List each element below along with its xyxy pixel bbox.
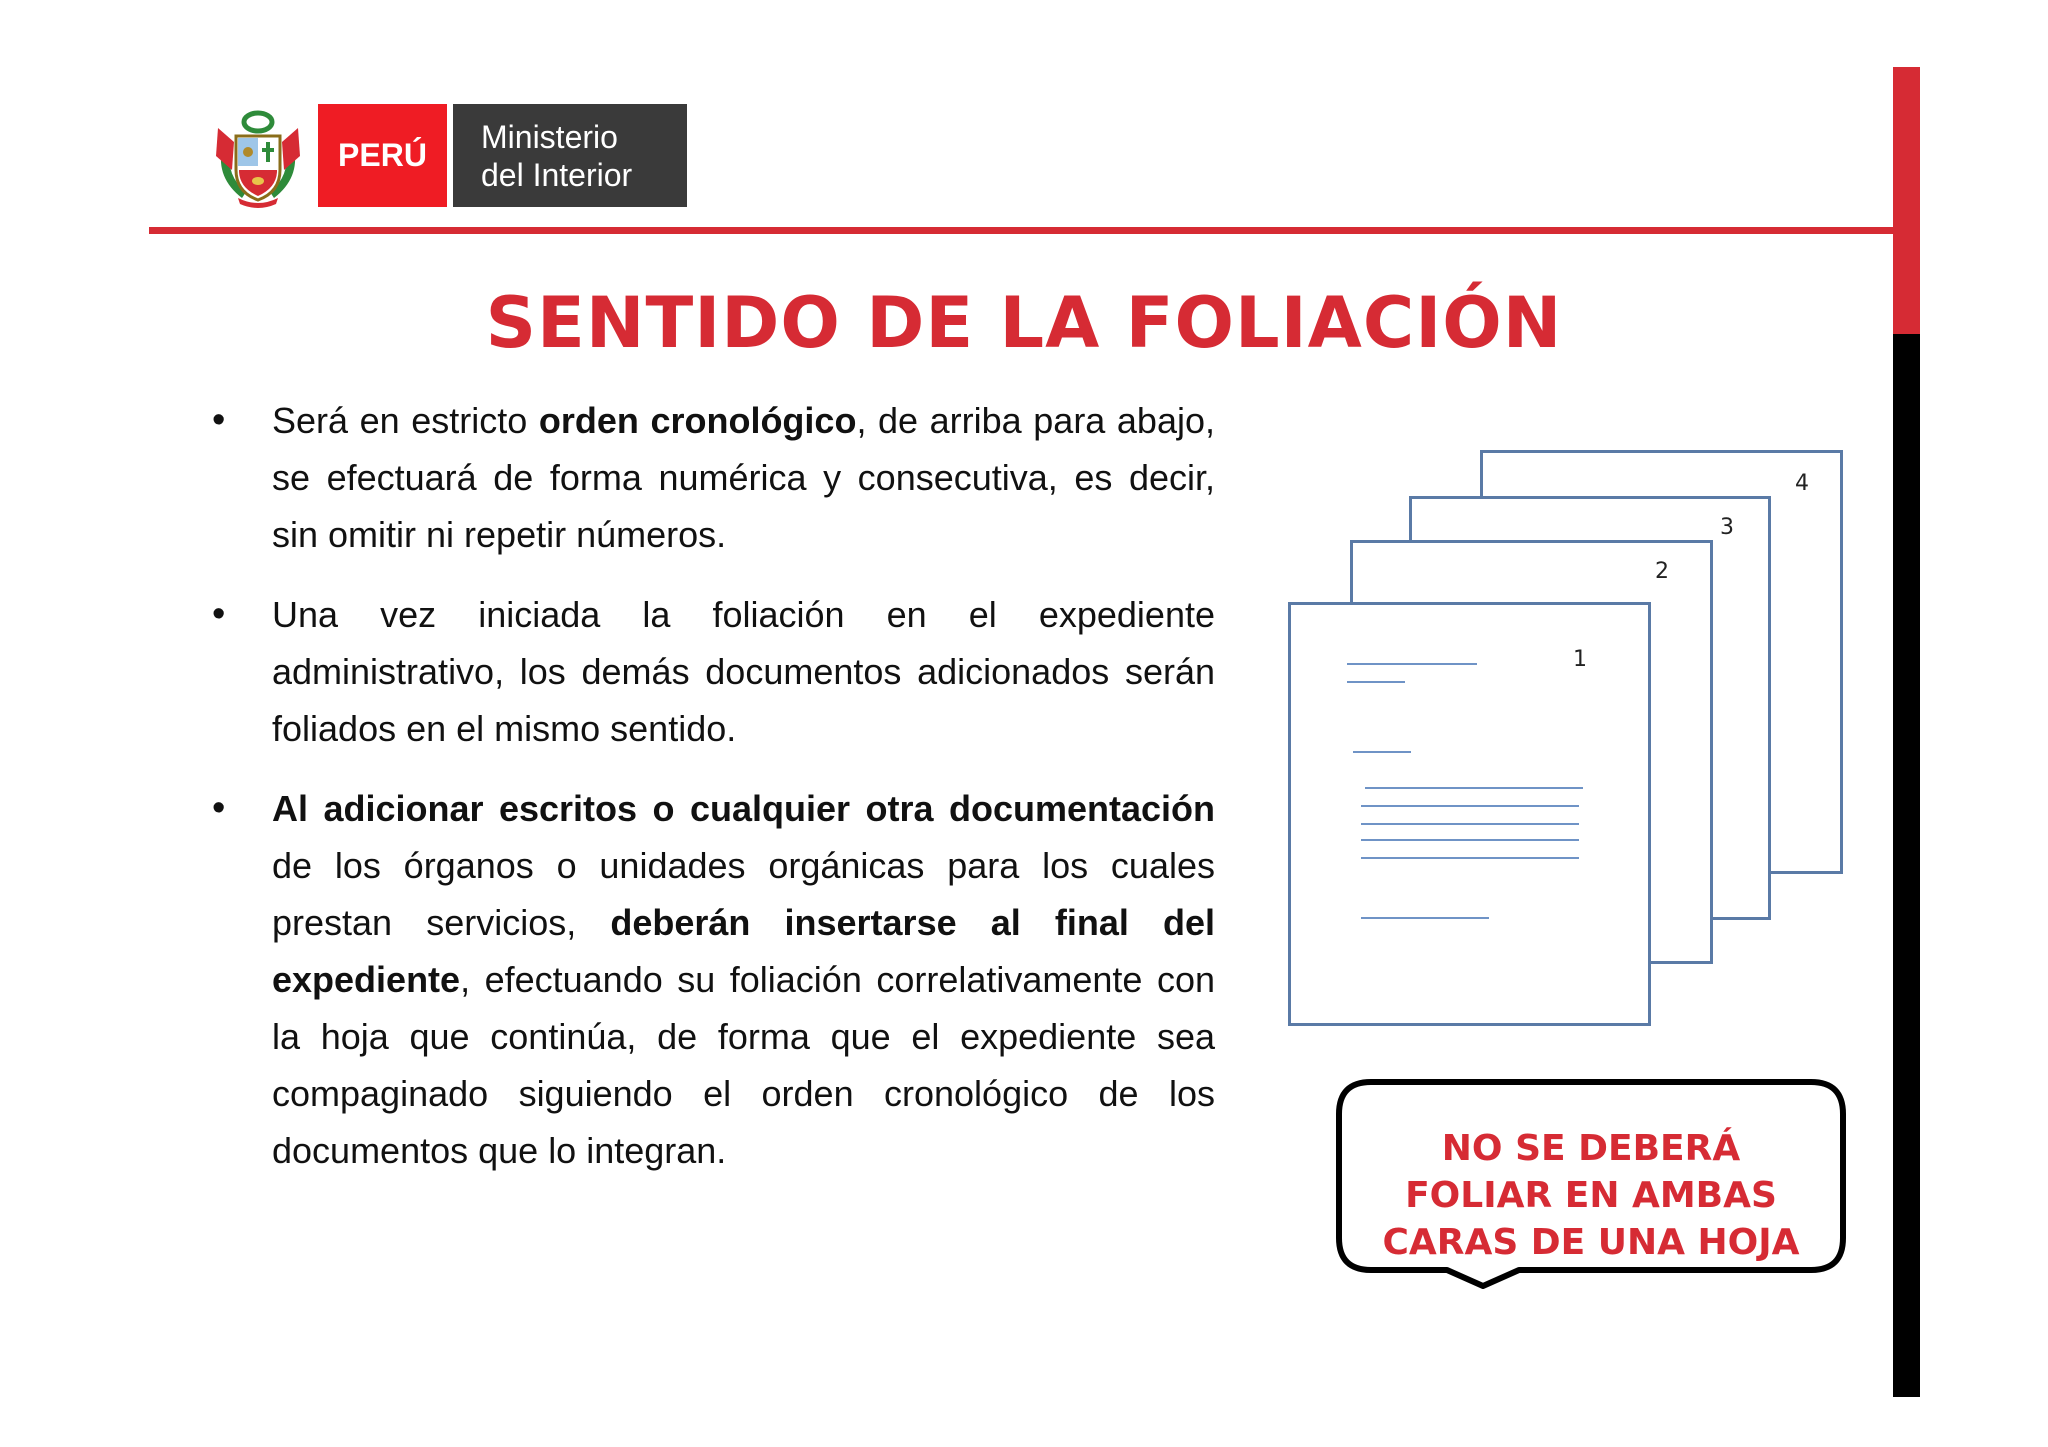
ministry-logo [453,104,687,207]
bullet-text-3 [272,780,1215,1179]
warning-callout-text [1335,1125,1847,1266]
peru-logo [318,104,447,207]
text-run: , efectuando su foliación correlativamente con la hoja que continúa, de forma que el expediente sea compaginado siguiendo el orden cronológico de los documentos que lo integran. [272,959,1215,1171]
text-run: Será en estricto [272,400,539,441]
text-line [1361,805,1579,807]
text-bold: Al adicionar escritos o cualquier otra documentación [272,788,1215,829]
page-number-2: 2 [1655,559,1669,584]
bullet-list [212,392,1215,1202]
side-bar-black [1893,334,1920,1397]
bullet-item-1 [212,392,1215,563]
text-line [1353,751,1411,753]
bullet-text-2 [272,586,1215,757]
text-line [1361,823,1579,825]
bullet-dot: • [212,593,226,635]
bullet-text-1 [272,392,1215,563]
bullet-item-3 [212,780,1215,1179]
peru-label: PERÚ [338,137,427,173]
bullet-item-2 [212,586,1215,757]
page-number-4: 4 [1795,471,1809,496]
text-line [1365,787,1583,789]
page-number-3: 3 [1720,515,1734,540]
page-number-1: 1 [1573,647,1587,672]
text-run: Una vez iniciada la foliación en el expediente administrativo, los demás documentos adicionados serán foliados en el mismo sentido. [272,594,1215,749]
text-line [1361,857,1579,859]
page-title: SENTIDO DE LA FOLIACIÓN [485,282,1563,364]
text-line [1347,663,1477,665]
bullet-dot: • [212,399,226,441]
bullet-dot: • [212,787,226,829]
stacked-pages-illustration [1285,450,1853,1030]
callout-line-2: FOLIAR EN AMBAS [1405,1175,1777,1216]
page-1 [1288,602,1651,1026]
callout-line-3: CARAS DE UNA HOJA [1382,1222,1800,1263]
callout-line-1: NO SE DEBERÁ [1441,1128,1741,1169]
header-divider [149,227,1920,234]
text-line [1361,839,1579,841]
ministry-line-2: del Interior [481,156,633,193]
text-line [1361,917,1489,919]
text-line [1347,681,1405,683]
text-bold: deberán insertarse al final del expediente [272,902,1216,1000]
text-run: , de arriba para abajo, se efectuará de forma numérica y consecutiva, es decir, sin omitir ni repetir números. [272,400,1215,555]
ministry-line-1: Ministerio [481,118,618,155]
text-run: de los órganos o unidades orgánicas para los cuales prestan servicios, [272,845,1215,943]
coat-of-arms-icon [212,108,304,208]
text-bold: orden cronológico [538,400,857,441]
